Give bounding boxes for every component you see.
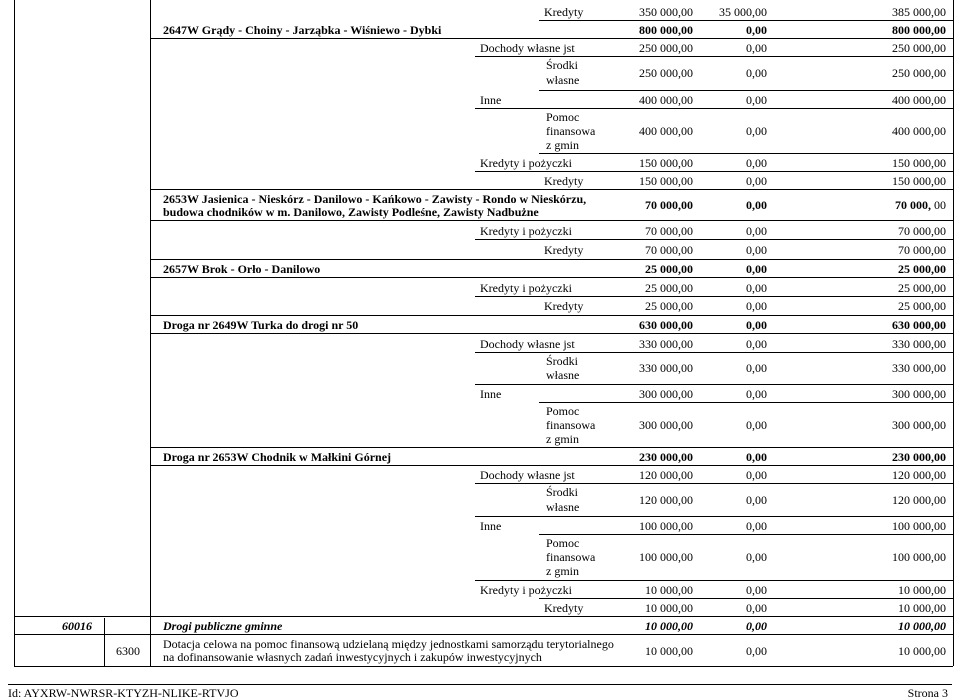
paragraph-code: 6300 [116,644,140,658]
row-label: z gmin [546,138,579,152]
value-plan: 250 000,00 [639,66,693,80]
row-line [150,447,953,448]
row-label: Inne [480,387,502,401]
footer-rule [8,684,952,685]
value-after: 120 000,00 [892,493,946,507]
row-line [150,189,953,190]
value-plan: 330 000,00 [639,337,693,351]
value-plan: 70 000,00 [645,224,693,238]
row-line [150,315,953,316]
row-line [150,38,953,39]
row-line [475,108,953,109]
value-plan: 120 000,00 [639,468,693,482]
value-after: 300 000,00 [892,418,946,432]
value-change: 0,00 [746,318,767,332]
value-plan: 10 000,00 [645,644,693,658]
value-after: 250 000,00 [892,41,946,55]
row-line [150,220,953,221]
row-line [539,153,953,154]
column-line [953,0,954,666]
value-change: 0,00 [746,519,767,533]
value-after: 25 000,00 [898,299,946,313]
task-title: 2653W Jasienica - Nieskórz - Danilowo - Kańkowo - Zawisty - Rondo w Nieskórzu, [163,192,587,206]
value-after-int: 70 000, [895,198,931,212]
row-line [539,402,953,403]
value-plan: 230 000,00 [639,450,693,464]
row-line [475,239,953,240]
value-change: 0,00 [746,23,767,37]
column-line [14,0,15,666]
value-change: 0,00 [746,550,767,564]
value-change: 0,00 [746,387,767,401]
value-change: 0,00 [746,299,767,313]
task-title: Droga nr 2649W Turka do drogi nr 50 [163,318,359,332]
value-after: 25 000,00 [898,281,946,295]
row-label: finansowa [546,418,596,432]
task-title: budowa chodników w m. Danilowo, Zawisty Podleśne, Zawisty Nadbużne [163,205,539,219]
row-line [539,598,953,599]
value-after: 800 000,00 [892,23,946,37]
row-line [475,516,953,517]
row-line [150,259,953,260]
footer-id: Id: AYXRW-NWRSR-KTYZH-NLIKE-RTVJO [8,686,239,700]
row-line [475,384,953,385]
value-plan: 10 000,00 [645,601,693,615]
value-after: 10 000,00 [898,583,946,597]
row-label: Środki [546,354,579,368]
row-line [475,483,953,484]
row-line [14,616,953,617]
value-after: 100 000,00 [892,519,946,533]
row-line [150,277,953,278]
value-plan: 350 000,00 [639,5,693,19]
row-label: Kredyty i pożyczki [480,224,572,238]
value-plan: 400 000,00 [639,93,693,107]
value-after: 230 000,00 [892,450,946,464]
value-after: 385 000,00 [892,5,946,19]
row-label: Kredyty i pożyczki [480,583,572,597]
row-line [475,296,953,297]
value-change: 0,00 [746,361,767,375]
value-change: 0,00 [746,281,767,295]
row-label: własne [546,73,580,87]
row-label: Środki [546,58,579,72]
row-label: finansowa [546,550,596,564]
row-line [539,90,953,91]
value-after: 150 000,00 [892,174,946,188]
row-line [14,634,953,635]
section-code: 60016 [62,619,92,633]
value-plan: 150 000,00 [639,156,693,170]
value-after: 70 000,00 [898,224,946,238]
footer-page: Strona 3 [907,686,948,700]
row-label: Dotacja celowa na pomoc finansową udzielaną między jednostkami samorządu terytorialnego [163,637,614,651]
value-change: 0,00 [746,418,767,432]
value-after: 300 000,00 [892,387,946,401]
value-change: 35 000,00 [719,5,767,19]
row-label: finansowa [546,124,596,138]
value-after: 330 000,00 [892,361,946,375]
row-line [150,333,953,334]
value-change: 0,00 [746,124,767,138]
value-plan: 300 000,00 [639,418,693,432]
row-label: z gmin [546,564,579,578]
row-label: Środki [546,485,579,499]
value-plan: 25 000,00 [645,281,693,295]
value-plan: 100 000,00 [639,550,693,564]
value-change: 0,00 [746,156,767,170]
value-change: 0,00 [746,450,767,464]
value-plan: 150 000,00 [639,174,693,188]
value-plan: 25 000,00 [645,299,693,313]
value-change: 0,00 [746,468,767,482]
value-plan: 70 000,00 [645,198,693,212]
value-change: 0,00 [746,583,767,597]
value-change: 0,00 [746,262,767,276]
value-change: 0,00 [746,224,767,238]
row-label: Inne [480,93,502,107]
value-after [895,199,946,212]
row-label: Dochody własne jst [480,41,575,55]
value-change: 0,00 [746,493,767,507]
value-after: 10 000,00 [898,601,946,615]
value-after: 400 000,00 [892,124,946,138]
row-line [14,666,953,667]
row-label: na dofinansowanie własnych zadań inwestycyjnych i zakupów inwestycyjnych [163,650,542,664]
row-line [475,580,953,581]
value-plan: 120 000,00 [639,493,693,507]
value-after: 120 000,00 [892,468,946,482]
row-label: Pomoc [546,110,580,124]
value-plan: 10 000,00 [645,583,693,597]
task-title: 2647W Grądy - Choiny - Jarząbka - Wiśniewo - Dybki [163,23,442,37]
value-change: 0,00 [746,243,767,257]
row-line [475,352,953,353]
value-after: 150 000,00 [892,156,946,170]
value-plan: 10 000,00 [645,619,693,633]
row-line [475,56,953,57]
value-plan: 300 000,00 [639,387,693,401]
row-label: Kredyty i pożyczki [480,281,572,295]
value-plan: 400 000,00 [639,124,693,138]
value-after: 330 000,00 [892,337,946,351]
row-line [150,465,953,466]
value-change: 0,00 [746,601,767,615]
value-after: 70 000,00 [898,243,946,257]
row-label: własne [546,500,580,514]
value-change: 0,00 [746,198,767,212]
row-label: własne [546,368,580,382]
value-plan: 800 000,00 [639,23,693,37]
value-after: 10 000,00 [898,644,946,658]
row-label: Dochody własne jst [480,468,575,482]
row-label: Kredyty [544,601,584,615]
row-line [475,171,953,172]
value-change: 0,00 [746,619,767,633]
row-label: Dochody własne jst [480,337,575,351]
row-line [539,534,953,535]
row-label: Kredyty i pożyczki [480,156,572,170]
section-title: Drogi publiczne gminne [163,619,283,633]
row-label: Kredyty [544,299,584,313]
row-label: Pomoc [546,536,580,550]
row-label: Inne [480,519,502,533]
task-title: 2657W Brok - Orło - Danilowo [163,262,321,276]
value-plan: 630 000,00 [639,318,693,332]
row-label: Kredyty [544,174,584,188]
value-change: 0,00 [746,93,767,107]
value-plan: 100 000,00 [639,519,693,533]
value-plan: 70 000,00 [645,243,693,257]
row-line [539,20,953,21]
value-after: 630 000,00 [892,318,946,332]
value-after: 100 000,00 [892,550,946,564]
value-change: 0,00 [746,644,767,658]
value-after: 10 000,00 [898,619,946,633]
value-change: 0,00 [746,174,767,188]
value-change: 0,00 [746,66,767,80]
value-plan: 25 000,00 [645,262,693,276]
row-label: Kredyty [544,243,584,257]
value-after: 400 000,00 [892,93,946,107]
value-after: 250 000,00 [892,66,946,80]
value-plan: 250 000,00 [639,41,693,55]
row-label: Kredyty [544,5,584,19]
value-plan: 330 000,00 [639,361,693,375]
row-label: Pomoc [546,404,580,418]
column-line [104,618,105,666]
value-after: 25 000,00 [898,262,946,276]
value-after-dec: 00 [934,198,946,212]
row-label: z gmin [546,432,579,446]
task-title: Droga nr 2653W Chodnik w Małkini Górnej [163,450,392,464]
value-change: 0,00 [746,41,767,55]
value-change: 0,00 [746,337,767,351]
